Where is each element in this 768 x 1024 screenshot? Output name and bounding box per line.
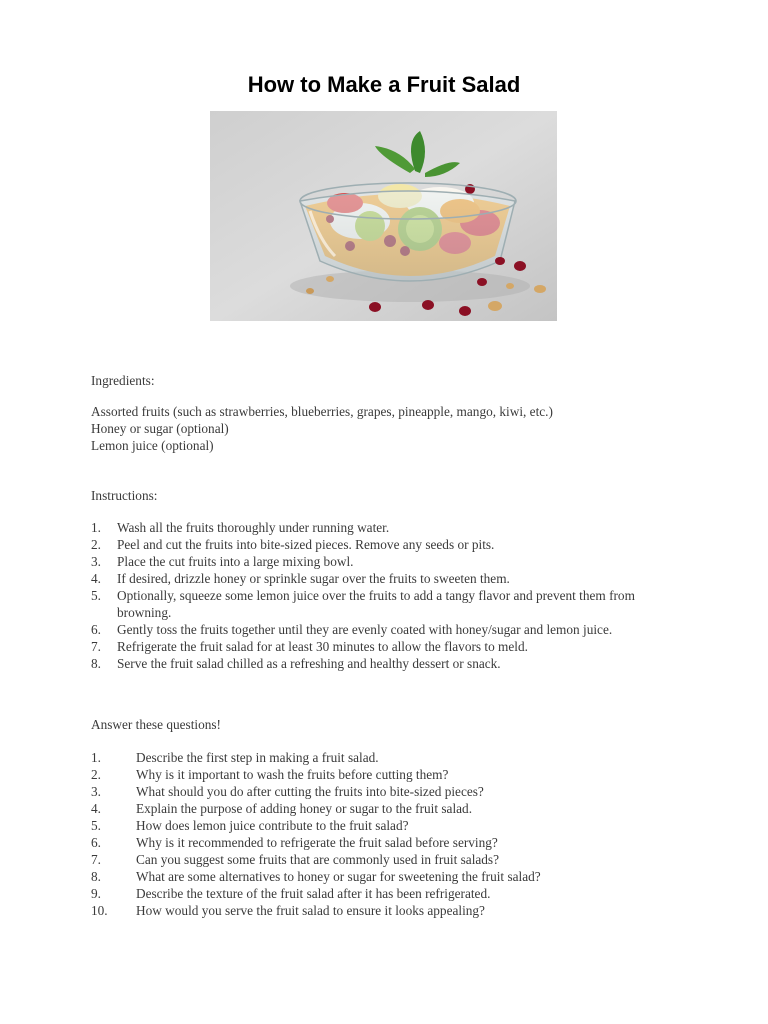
list-item: Honey or sugar (optional) <box>91 421 229 436</box>
ingredients-list <box>91 403 553 454</box>
list-item <box>91 885 691 902</box>
questions-list <box>91 749 691 919</box>
question-text: Why is it recommended to refrigerate the fruit salad before serving? <box>136 835 498 850</box>
list-item <box>91 902 691 919</box>
question-text: Describe the texture of the fruit salad after it has been refrigerated. <box>136 886 491 901</box>
step-text: Peel and cut the fruits into bite-sized pieces. Remove any seeds or pits. <box>117 537 495 552</box>
step-number: 8. <box>91 656 101 671</box>
question-number: 6. <box>91 835 101 850</box>
list-item: Lemon juice (optional) <box>91 438 214 453</box>
question-text: Describe the first step in making a fruit salad. <box>136 750 379 765</box>
question-text: How does lemon juice contribute to the fruit salad? <box>136 818 409 833</box>
question-number: 3. <box>91 784 101 799</box>
list-item <box>91 851 691 868</box>
list-item <box>91 749 691 766</box>
list-item <box>91 800 691 817</box>
question-number: 10. <box>91 903 108 918</box>
step-number: 4. <box>91 571 101 586</box>
ingredients-heading: Ingredients: <box>91 373 155 388</box>
list-item <box>91 783 691 800</box>
list-item <box>91 766 691 783</box>
step-number: 7. <box>91 639 101 654</box>
question-number: 1. <box>91 750 101 765</box>
question-number: 2. <box>91 767 101 782</box>
list-item <box>91 638 691 655</box>
list-item <box>91 621 691 638</box>
question-text: Why is it important to wash the fruits before cutting them? <box>136 767 449 782</box>
question-number: 9. <box>91 886 101 901</box>
question-number: 7. <box>91 852 101 867</box>
list-item <box>91 587 691 621</box>
step-text: Serve the fruit salad chilled as a refreshing and healthy dessert or snack. <box>117 656 501 671</box>
list-item <box>91 553 691 570</box>
question-text: Explain the purpose of adding honey or sugar to the fruit salad. <box>136 801 473 816</box>
instructions-list <box>91 519 691 672</box>
step-number: 3. <box>91 554 101 569</box>
step-number: 5. <box>91 588 101 603</box>
step-text: Optionally, squeeze some lemon juice over the fruits to add a tangy flavor and prevent them from browning. <box>117 588 635 620</box>
questions-heading: Answer these questions! <box>91 717 221 732</box>
step-text: Refrigerate the fruit salad for at least 30 minutes to allow the flavors to meld. <box>117 639 528 654</box>
list-item <box>91 519 691 536</box>
question-number: 8. <box>91 869 101 884</box>
fruit-salad-bowl-photo <box>210 111 557 321</box>
step-text: Gently toss the fruits together until they are evenly coated with honey/sugar and lemon juice. <box>117 622 613 637</box>
step-number: 6. <box>91 622 101 637</box>
step-text: If desired, drizzle honey or sprinkle sugar over the fruits to sweeten them. <box>117 571 510 586</box>
list-item <box>91 817 691 834</box>
page-title: How to Make a Fruit Salad <box>247 72 521 97</box>
question-number: 4. <box>91 801 101 816</box>
list-item <box>91 570 691 587</box>
instructions-heading: Instructions: <box>91 488 158 503</box>
question-number: 5. <box>91 818 101 833</box>
question-text: What are some alternatives to honey or sugar for sweetening the fruit salad? <box>136 869 541 884</box>
step-number: 1. <box>91 520 101 535</box>
list-item <box>91 536 691 553</box>
list-item: Assorted fruits (such as strawberries, blueberries, grapes, pineapple, mango, kiwi, etc.) <box>91 404 553 419</box>
list-item <box>91 655 691 672</box>
step-text: Wash all the fruits thoroughly under running water. <box>117 520 390 535</box>
question-text: How would you serve the fruit salad to ensure it looks appealing? <box>136 903 485 918</box>
list-item <box>91 834 691 851</box>
question-text: Can you suggest some fruits that are commonly used in fruit salads? <box>136 852 500 867</box>
step-text: Place the cut fruits into a large mixing bowl. <box>117 554 354 569</box>
question-text: What should you do after cutting the fruits into bite-sized pieces? <box>136 784 484 799</box>
step-number: 2. <box>91 537 101 552</box>
list-item <box>91 868 691 885</box>
